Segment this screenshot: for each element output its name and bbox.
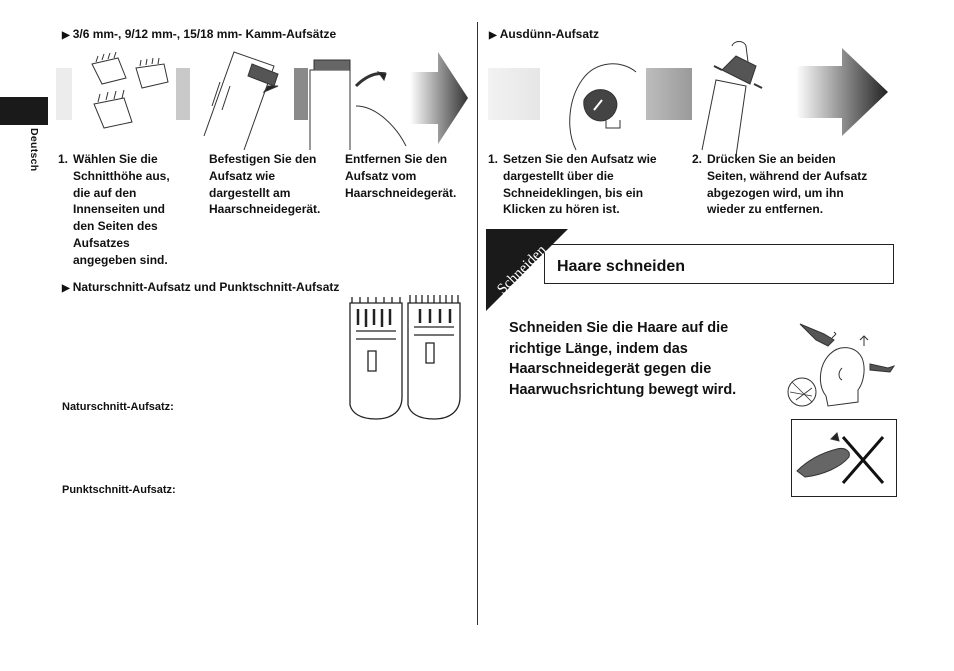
thinning-attachment-illustration (486, 40, 898, 152)
comb-attachments-heading: ▶ 3/6 mm-, 9/12 mm-, 15/18 mm- Kamm-Aufsätze (62, 27, 337, 41)
column-divider (477, 22, 478, 625)
natural-point-heading: ▶ Naturschnitt-Aufsatz und Punktschnitt-Aufsatz (62, 280, 340, 294)
language-tab (0, 97, 48, 125)
cutting-instruction: Schneiden Sie die Haare auf die richtige Länge, indem das Haarschneidegerät gegen die Haarwuchsrichtung bewegt wird. (509, 320, 737, 398)
language-label: Deutsch (28, 128, 40, 172)
thinning-attachment-heading: ▶ Ausdünn-Aufsatz (489, 27, 600, 41)
triangle-bullet-icon: ▶ (62, 30, 70, 41)
comb-attachments-illustration (56, 46, 470, 150)
step-1-choose-height: 1. Wählen Sie die Schnitthöhe aus, die auf den Innenseiten und den Seiten des Aufsatzes angegeben sind. (58, 152, 170, 267)
triangle-bullet-icon: ▶ (62, 283, 70, 294)
step-attach-comb: Befestigen Sie den Aufsatz wie dargestellt am Haarschneidegerät. (209, 152, 321, 217)
thinning-step-1: 1. Setzen Sie den Aufsatz wie dargestellt über die Schneideklingen, bis ein Klicken zu hören ist. (488, 152, 657, 217)
wrong-direction-illustration (791, 419, 898, 498)
step-remove-comb: Entfernen Sie den Aufsatz vom Haarschneidegerät. (345, 152, 457, 200)
section-tag-label: Schneiden (494, 242, 550, 298)
natural-point-attachments-illustration (346, 295, 470, 425)
section-title: Haare schneiden (557, 258, 686, 275)
natural-attachment-label: Naturschnitt-Aufsatz: (62, 401, 174, 413)
cutting-direction-illustration (786, 318, 898, 414)
thinning-step-2: 2. Drücken Sie an beiden Seiten, während der Aufsatz abgezogen wird, um ihn wieder zu entfernen. (692, 152, 868, 217)
point-attachment-label: Punktschnitt-Aufsatz: (62, 484, 176, 496)
triangle-bullet-icon: ▶ (489, 30, 497, 41)
